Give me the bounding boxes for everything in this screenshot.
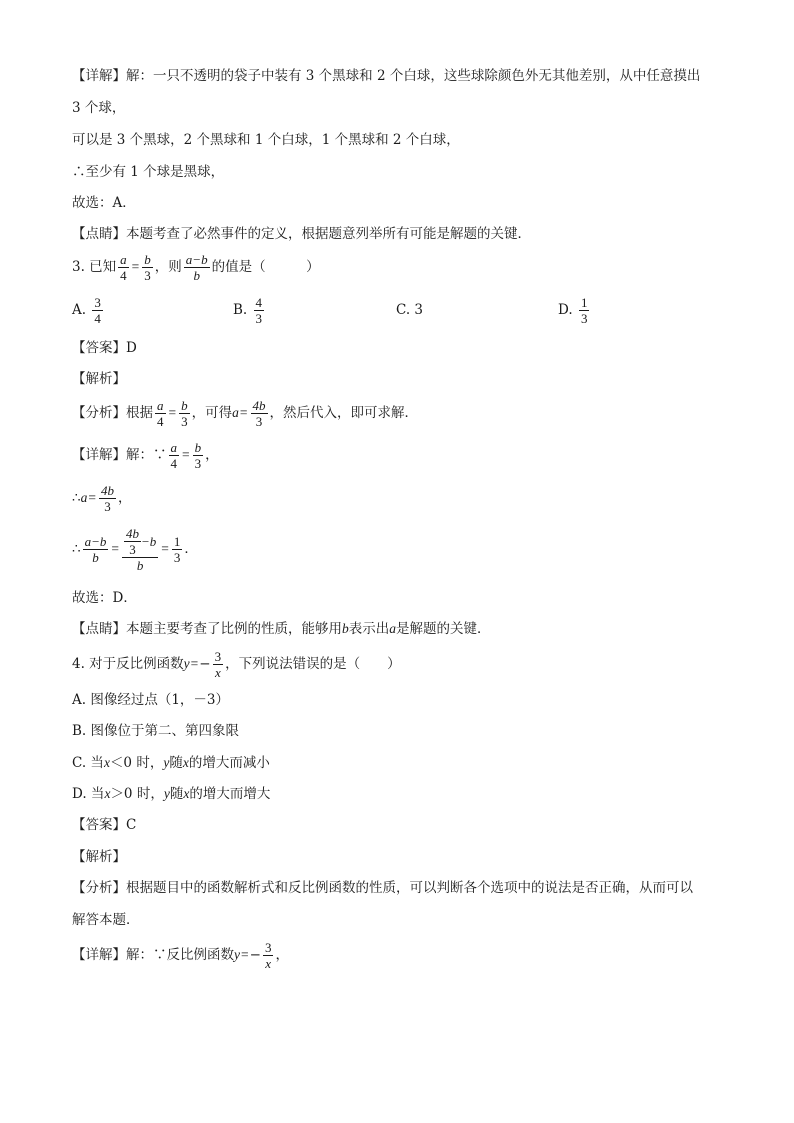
q3-choose: 故选：D． (72, 590, 137, 606)
q3-option-c: C. 3 (396, 302, 424, 318)
q3-fenxi: 【分析】根据 $\frac{a}{4}$ = $\frac{b}{3}$ ，可得a= $\frac{4b}{3}$ ，然后代入，即可求解． (72, 398, 418, 429)
q3-therefore-2: ∴ $\frac{a-b}{b}$ = $\frac{4b}{3}$ −b b = $\frac{1}{3}$ ． (72, 526, 198, 573)
q3-option-b: B. $\frac{4}{3}$ (233, 295, 263, 326)
q3-answer: 【答案】D (72, 340, 137, 356)
q4-option-d: D. 当x＞0 时，y随x的增大而增大 (72, 786, 271, 802)
p1-line-3: 可以是 3 个黑球，2 个黑球和 1 个白球，1 个黑球和 2 个白球， (72, 132, 460, 148)
q4-analysis-heading: 【解析】 (72, 849, 126, 865)
q4-answer: 【答案】C (72, 817, 137, 833)
q3-option-d: D. $\frac{1}{3}$ (558, 295, 588, 326)
compound-fraction: $\frac{4b}{3}$ −b b (122, 526, 158, 573)
frac-option-d: $\frac{1}{3}$ (580, 295, 588, 326)
p1-line-4: ∴至少有 1 个球是黑球， (72, 164, 225, 180)
frac-b-over-3: $\frac{b}{3}$ (144, 252, 151, 283)
q3-analysis-heading: 【解析】 (72, 371, 126, 387)
q3-option-a: A. $\frac{3}{4}$ (72, 295, 101, 326)
frac-option-b: $\frac{4}{3}$ (255, 295, 263, 326)
p1-line-1: 【详解】解：一只不透明的袋子中装有 3 个黑球和 2 个白球，这些球除颜色外无其他差别，从中任意摸出 (72, 68, 701, 84)
q4-fenxi-line-1: 【分析】根据题目中的函数解析式和反比例函数的性质，可以判断各个选项中的说法是否正确，从而可以 (72, 880, 693, 896)
q3-therefore-1: ∴a= $\frac{4b}{3}$ ， (72, 483, 132, 514)
p1-line-2: 3 个球， (72, 100, 126, 116)
q3-detail: 【详解】解：∵ $\frac{a}{4}$ = $\frac{b}{3}$ ， (72, 440, 219, 471)
q3-note: 【点睛】本题主要考查了比例的性质，能够用b表示出a是解题的关键． (72, 621, 491, 637)
q4-detail: 【详解】解：∵反比例函数y=− $\frac{3}{x}$ ， (72, 940, 289, 971)
q4-stem: 4. 对于反比例函数y=− $\frac{3}{x}$ ，下列说法错误的是（ ） (72, 649, 401, 680)
p1-line-5: 故选：A． (72, 195, 136, 211)
q3-stem: 3. 已知 $\frac{a}{4}$ = $\frac{b}{3}$ ，则 $\frac{a-b}{b}$ 的值是（ ） (72, 252, 320, 283)
frac-option-a: $\frac{3}{4}$ (94, 295, 101, 326)
q4-fenxi-line-2: 解答本题． (72, 912, 140, 928)
q4-option-b: B. 图像位于第二、第四象限 (72, 723, 240, 739)
frac-a-over-4: $\frac{a}{4}$ (120, 252, 127, 283)
frac-amb-over-b: $\frac{a-b}{b}$ (185, 252, 208, 283)
p1-line-6: 【点睛】本题考查了必然事件的定义，根据题意列举所有可能是解题的关键． (72, 226, 531, 242)
q4-option-c: C. 当x＜0 时，y随x的增大而减小 (72, 755, 270, 771)
q4-option-a: A. 图像经过点（1，－3） (72, 692, 230, 708)
